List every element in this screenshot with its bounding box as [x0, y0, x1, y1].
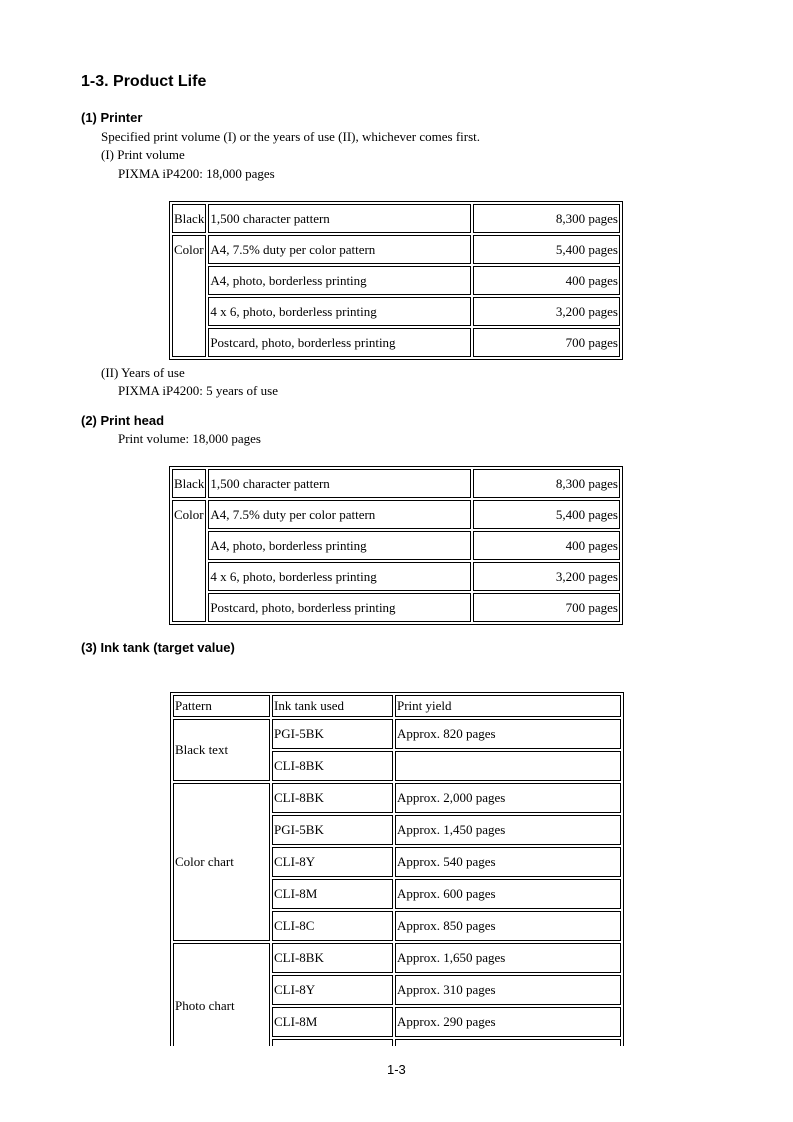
table-row — [172, 235, 620, 264]
pages-cell: 3,200 pages — [473, 562, 620, 591]
pattern-cell: Black text — [173, 719, 270, 781]
pattern-cell: Postcard, photo, borderless printing — [208, 593, 471, 622]
table-row — [172, 562, 620, 591]
column-header-ink-tank: Ink tank used — [272, 695, 393, 717]
table-row — [172, 500, 620, 529]
ink-tank-cell: CLI-8M — [272, 1007, 393, 1037]
pattern-cell: A4, 7.5% duty per color pattern — [208, 235, 471, 264]
pages-cell: 3,200 pages — [473, 297, 620, 326]
ink-tank-cell — [272, 1039, 393, 1046]
print-yield-cell: Approx. 1,650 pages — [395, 943, 621, 973]
page-number: 1-3 — [387, 1062, 406, 1077]
section-heading-printer: (1) Printer — [81, 110, 143, 125]
black-label: Black — [172, 469, 206, 498]
table-header-row — [173, 695, 621, 717]
table-row — [173, 783, 621, 813]
print-yield-cell: Approx. 2,000 pages — [395, 783, 621, 813]
pages-cell: 700 pages — [473, 328, 620, 357]
print-head-volume: Print volume: 18,000 pages — [118, 431, 261, 446]
ink-tank-cell: CLI-8BK — [272, 943, 393, 973]
column-header-pattern: Pattern — [173, 695, 270, 717]
pattern-cell: Photo chart — [173, 943, 270, 1046]
print-yield-cell: Approx. 1,450 pages — [395, 815, 621, 845]
print-volume-value: PIXMA iP4200: 18,000 pages — [118, 166, 275, 181]
pages-cell: 400 pages — [473, 266, 620, 295]
pages-cell: 8,300 pages — [473, 469, 620, 498]
years-of-use-value: PIXMA iP4200: 5 years of use — [118, 383, 278, 398]
pattern-cell: Postcard, photo, borderless printing — [208, 328, 471, 357]
print-yield-cell: Approx. 820 pages — [395, 719, 621, 749]
page-title: 1-3. Product Life — [81, 73, 207, 90]
ink-tank-cell: PGI-5BK — [272, 719, 393, 749]
pattern-cell: A4, 7.5% duty per color pattern — [208, 500, 471, 529]
ink-tank-table — [170, 692, 624, 1046]
ink-tank-cell: CLI-8C — [272, 911, 393, 941]
section-heading-ink-tank: (3) Ink tank (target value) — [81, 640, 235, 655]
printer-life-table — [169, 201, 623, 360]
pattern-cell: 4 x 6, photo, borderless printing — [208, 297, 471, 326]
pattern-cell: 4 x 6, photo, borderless printing — [208, 562, 471, 591]
table-row — [172, 328, 620, 357]
pattern-cell: A4, photo, borderless printing — [208, 266, 471, 295]
ink-tank-cell: CLI-8BK — [272, 783, 393, 813]
pages-cell: 400 pages — [473, 531, 620, 560]
pattern-cell: A4, photo, borderless printing — [208, 531, 471, 560]
print-yield-cell: Approx. 310 pages — [395, 975, 621, 1005]
color-label: Color — [172, 235, 206, 357]
print-volume-label: (I) Print volume — [101, 147, 185, 162]
table-row — [173, 943, 621, 973]
ink-tank-cell: PGI-5BK — [272, 815, 393, 845]
ink-tank-cell: CLI-8BK — [272, 751, 393, 781]
pages-cell: 5,400 pages — [473, 235, 620, 264]
pages-cell: 700 pages — [473, 593, 620, 622]
print-yield-cell: Approx. 290 pages — [395, 1007, 621, 1037]
table-row — [172, 531, 620, 560]
printer-intro-text: Specified print volume (I) or the years of use (II), whichever comes first. — [101, 129, 481, 144]
pages-cell: 8,300 pages — [473, 204, 620, 233]
pattern-cell: 1,500 character pattern — [208, 204, 471, 233]
print-yield-cell: Approx. 540 pages — [395, 847, 621, 877]
pattern-cell: Color chart — [173, 783, 270, 941]
print-yield-cell: Approx. 600 pages — [395, 879, 621, 909]
pages-cell: 5,400 pages — [473, 500, 620, 529]
years-of-use-label: (II) Years of use — [101, 365, 185, 380]
ink-tank-cell: CLI-8Y — [272, 847, 393, 877]
table-row — [172, 593, 620, 622]
print-yield-cell: Approx. 850 pages — [395, 911, 621, 941]
section-heading-print-head: (2) Print head — [81, 413, 165, 428]
table-row — [172, 266, 620, 295]
table-row — [172, 469, 620, 498]
print-yield-cell — [395, 751, 621, 781]
pattern-cell: 1,500 character pattern — [208, 469, 471, 498]
table-row — [172, 204, 620, 233]
ink-tank-table-container — [170, 692, 626, 1046]
color-label: Color — [172, 500, 206, 622]
ink-tank-cell: CLI-8Y — [272, 975, 393, 1005]
table-row — [173, 719, 621, 749]
print-head-life-table — [169, 466, 623, 625]
print-yield-cell — [395, 1039, 621, 1046]
ink-tank-cell: CLI-8M — [272, 879, 393, 909]
table-row — [172, 297, 620, 326]
black-label: Black — [172, 204, 206, 233]
column-header-print-yield: Print yield — [395, 695, 621, 717]
